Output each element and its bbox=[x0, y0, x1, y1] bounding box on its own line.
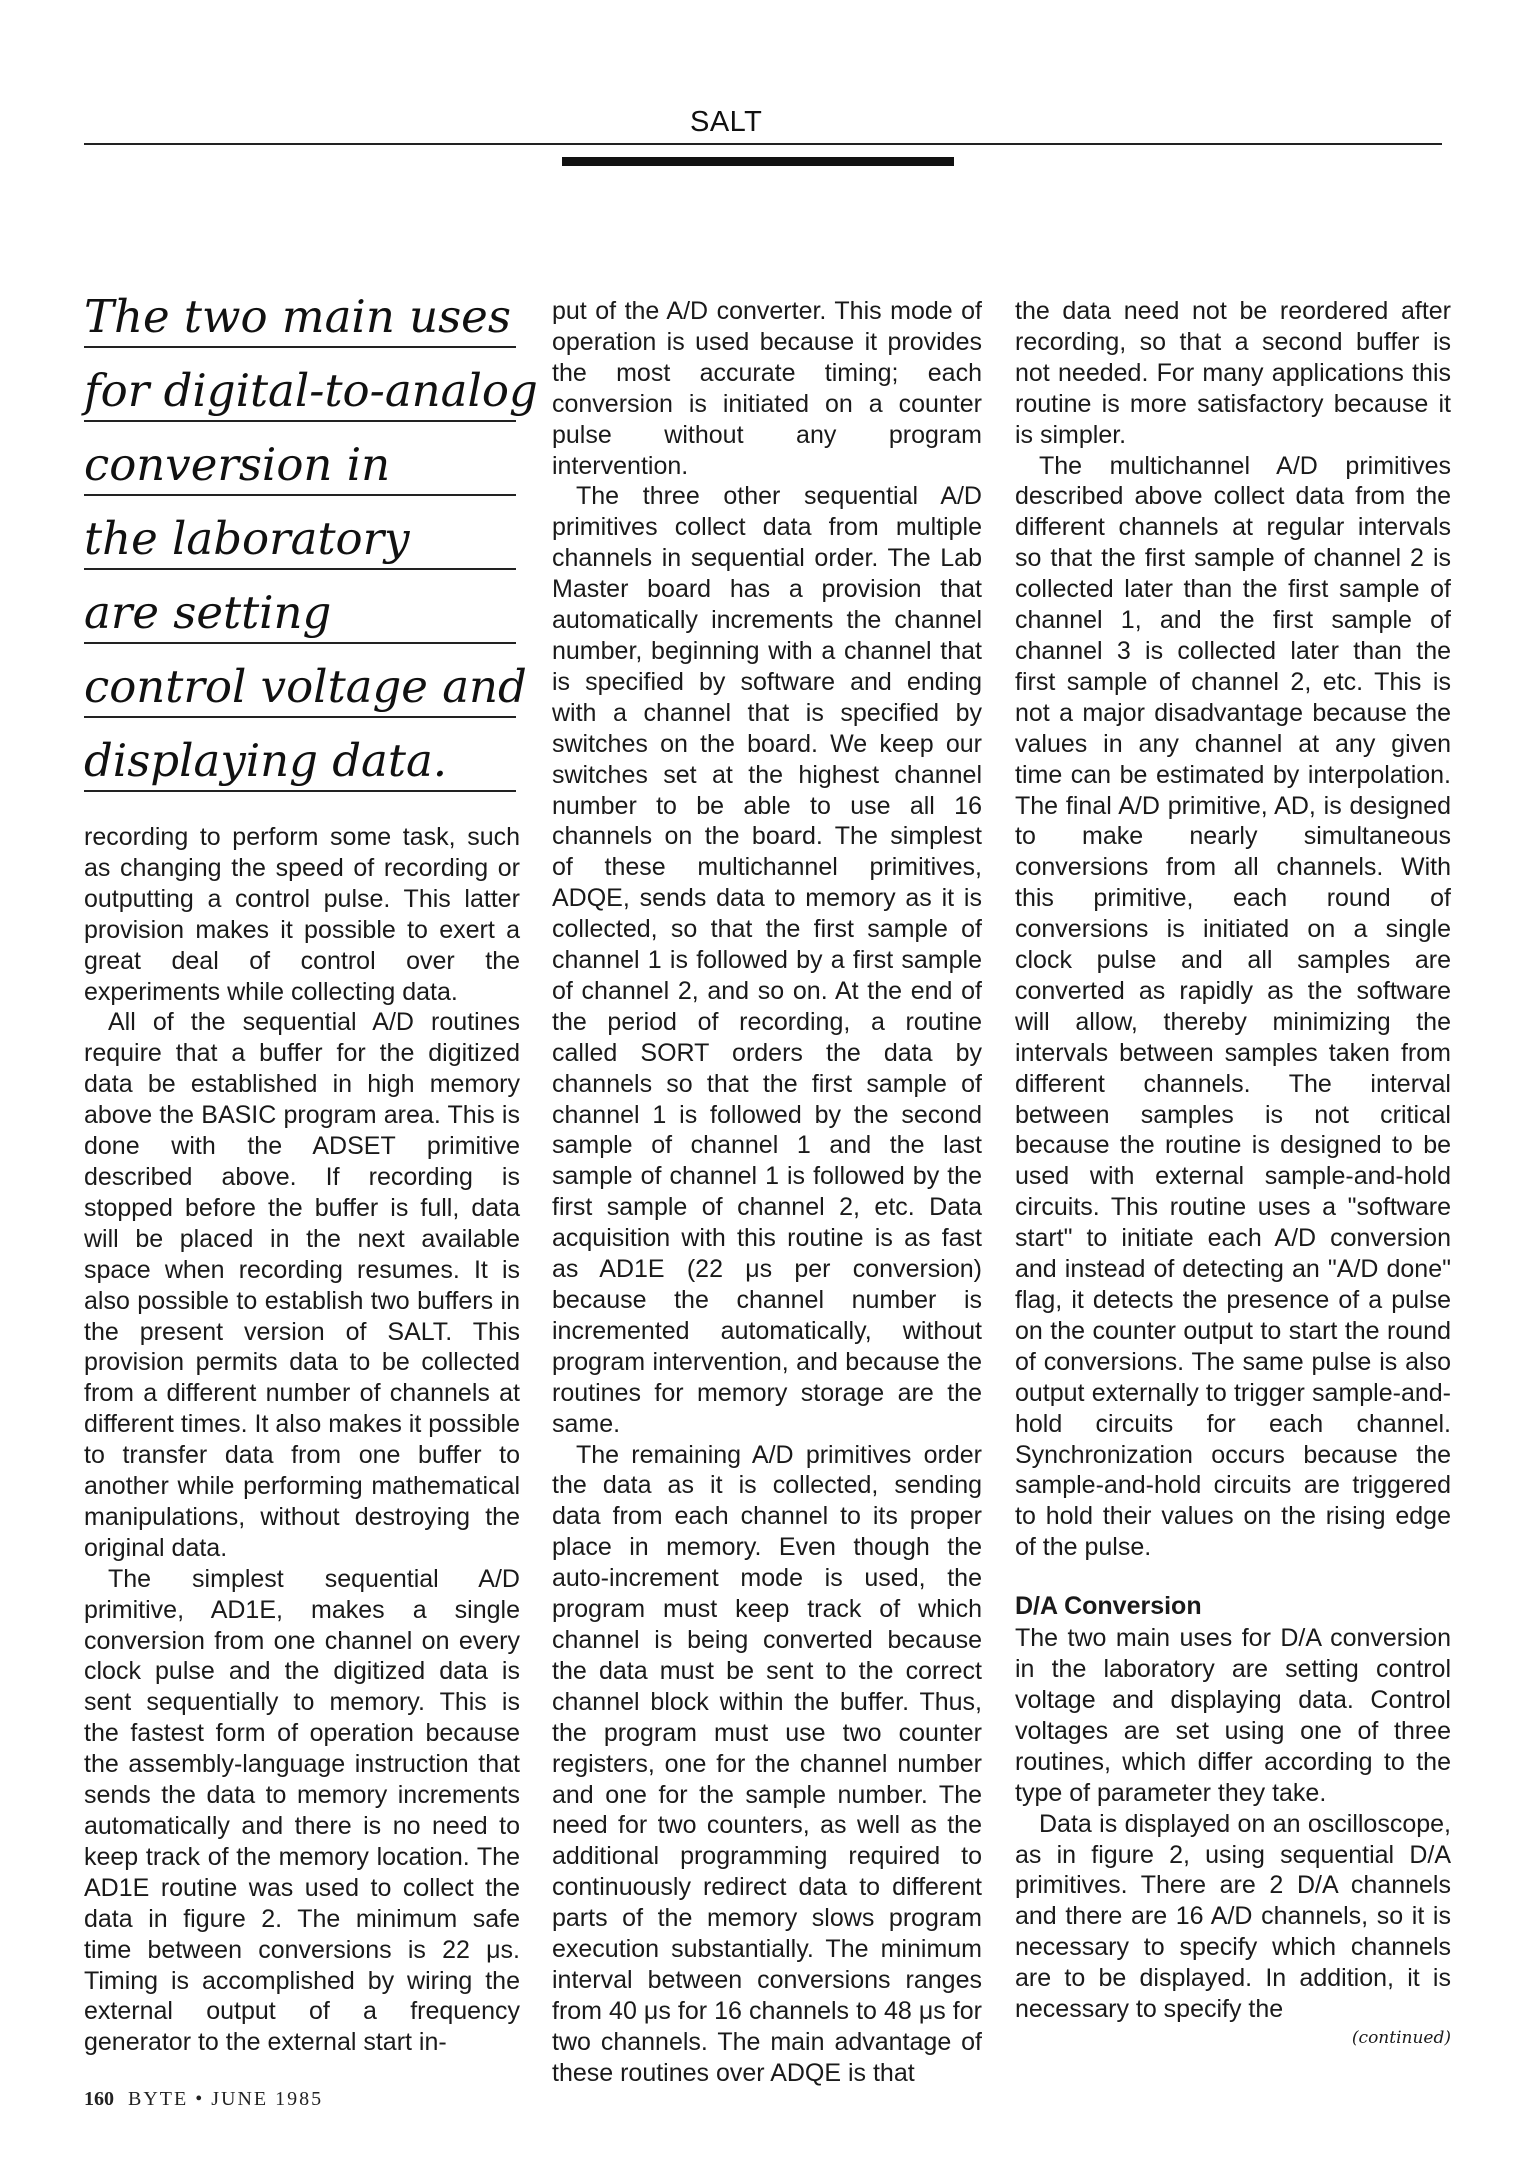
pull-quote-line: conversion in bbox=[84, 440, 516, 496]
page-number: 160 bbox=[84, 2088, 114, 2110]
column-2 bbox=[552, 296, 982, 2089]
paragraph: The simplest sequential A/D primitive, AD1E, makes a single conversion from one channel on every clock pulse and the digitized data is sent sequentially to memory. This is the fastest form of operation because the assembly-language instruction that sends the data to memory increments automatically and there is no need to keep track of the memory location. The AD1E routine was used to collect the data in figure 2. The minimum safe time between conversions is 22 μs. Timing is accomplished by wiring the external output of a frequency generator to the external start in- bbox=[84, 1564, 520, 2057]
pull-quote-line: are setting bbox=[84, 588, 516, 644]
paragraph: the data need not be reordered after recording, so that a second buffer is not needed. For many applications this routine is more satisfactory because it is simpler. bbox=[1015, 297, 1451, 449]
pull-quote-line: displaying data. bbox=[84, 736, 516, 792]
header-rule bbox=[84, 143, 1442, 145]
pull-quote-line: The two main uses bbox=[84, 292, 516, 348]
paragraph: All of the sequential A/D routines require that a buffer for the digitized data be established in high memory above the BASIC program area. This is done with the ADSET primitive described above. If recording is stopped before the buffer is full, data will be placed in the next available space when recording resumes. It is also possible to establish two buffers in the present version of SALT. This provision permits data to be collected from a different number of channels at different times. It also makes it possible to transfer data from one buffer to another while performing mathematical manipulations, without destroying the original data. bbox=[84, 1008, 520, 1562]
column-1 bbox=[84, 822, 520, 2058]
paragraph: The two main uses for D/A conversion in the laboratory are setting control voltage and displaying data. Control voltages are set using one of three routines, which differ according to the type of parameter they take. bbox=[1015, 1624, 1451, 1807]
pull-quote bbox=[84, 290, 538, 810]
publication-line: BYTE • JUNE 1985 bbox=[128, 2088, 324, 2110]
paragraph: put of the A/D converter. This mode of operation is used because it provides the most accurate timing; each conversion is initiated on a counter pulse without any program intervention. bbox=[552, 297, 982, 480]
paragraph: recording to perform some task, such as changing the speed of recording or outputting a control pulse. This latter provision makes it possible to exert a great deal of control over the experiments while collecting data. bbox=[84, 823, 520, 1006]
paragraph: The multichannel A/D primitives described above collect data from the different channels at regular intervals so that the first sample of channel 2 is collected later than the first sample of channel 1, and the first sample of channel 3 is collected later than the first sample of channel 2, etc. This is not a major disadvantage because the values in any channel at any given time can be estimated by interpolation. The final A/D primitive, AD, is designed to make nearly simultaneous conversions from all channels. With this primitive, each round of conversions is initiated on a single clock pulse and all samples are converted as rapidly as the software will allow, thereby minimizing the intervals between samples taken from different channels. The interval between samples is not critical because the routine is designed to be used with external sample-and-hold circuits. This routine uses a "software start" to initiate each A/D conversion and instead of detecting an "A/D done" flag, it detects the presence of a pulse on the counter output to start the round of conversions. The same pulse is also output externally to trigger sample-and-hold circuits for each channel. Synchronization occurs because the sample-and-hold circuits are triggered to hold their values on the rising edge of the pulse. bbox=[1015, 451, 1451, 1562]
continued-note: (continued) bbox=[1351, 2027, 1451, 2048]
header-bar bbox=[562, 157, 954, 166]
paragraph: The remaining A/D primitives order the data as it is collected, sending data from each channel to its proper place in memory. Even though the auto-increment mode is used, the program must keep track of which channel is being converted because the data must be sent to the correct channel block within the buffer. Thus, the program must use two counter registers, one for the channel number and one for the sample number. The need for two counters, as well as the additional programming required to continuously redirect data to different parts of the memory slows program execution substantially. The minimum interval between conversions ranges from 40 μs for 16 channels to 48 μs for two channels. The main advantage of these routines over ADQE is that bbox=[552, 1440, 982, 2087]
paragraph: The three other sequential A/D primitives collect data from multiple channels in sequential order. The Lab Master board has a provision that automatically increments the channel number, beginning with a channel that is specified by software and ending with a channel that is specified by switches on the board. We keep our switches set at the highest channel number to be able to use all 16 channels on the board. The simplest of these multichannel primitives, ADQE, sends data to memory as it is collected, so that the first sample of channel 1 is followed by a first sample of channel 2, and so on. At the end of the period of recording, a routine called SORT orders the data by channels so that the first sample of channel 1 is followed by the second sample of channel 1 and the last sample of channel 1 is followed by the first sample of channel 2, etc. Data acquisition with this routine is as fast as AD1E (22 μs per conversion) because the channel number is incremented automatically, without program intervention, and because the routines for memory storage are the same. bbox=[552, 482, 982, 1438]
page-footer bbox=[84, 2088, 323, 2111]
running-header-title: SALT bbox=[690, 106, 763, 138]
section-heading: D/A Conversion bbox=[1015, 1592, 1202, 1621]
column-3 bbox=[1015, 296, 1451, 2051]
pull-quote-line: the laboratory bbox=[84, 514, 516, 570]
pull-quote-line: for digital-to-analog bbox=[84, 366, 516, 422]
pull-quote-line: control voltage and bbox=[84, 662, 516, 718]
paragraph: Data is displayed on an oscilloscope, as in figure 2, using sequential D/A primitives. There are 2 D/A channels and there are 16 A/D channels, so it is necessary to specify which channels are to be displayed. In addition, it is necessary to specify the bbox=[1015, 1809, 1451, 2024]
